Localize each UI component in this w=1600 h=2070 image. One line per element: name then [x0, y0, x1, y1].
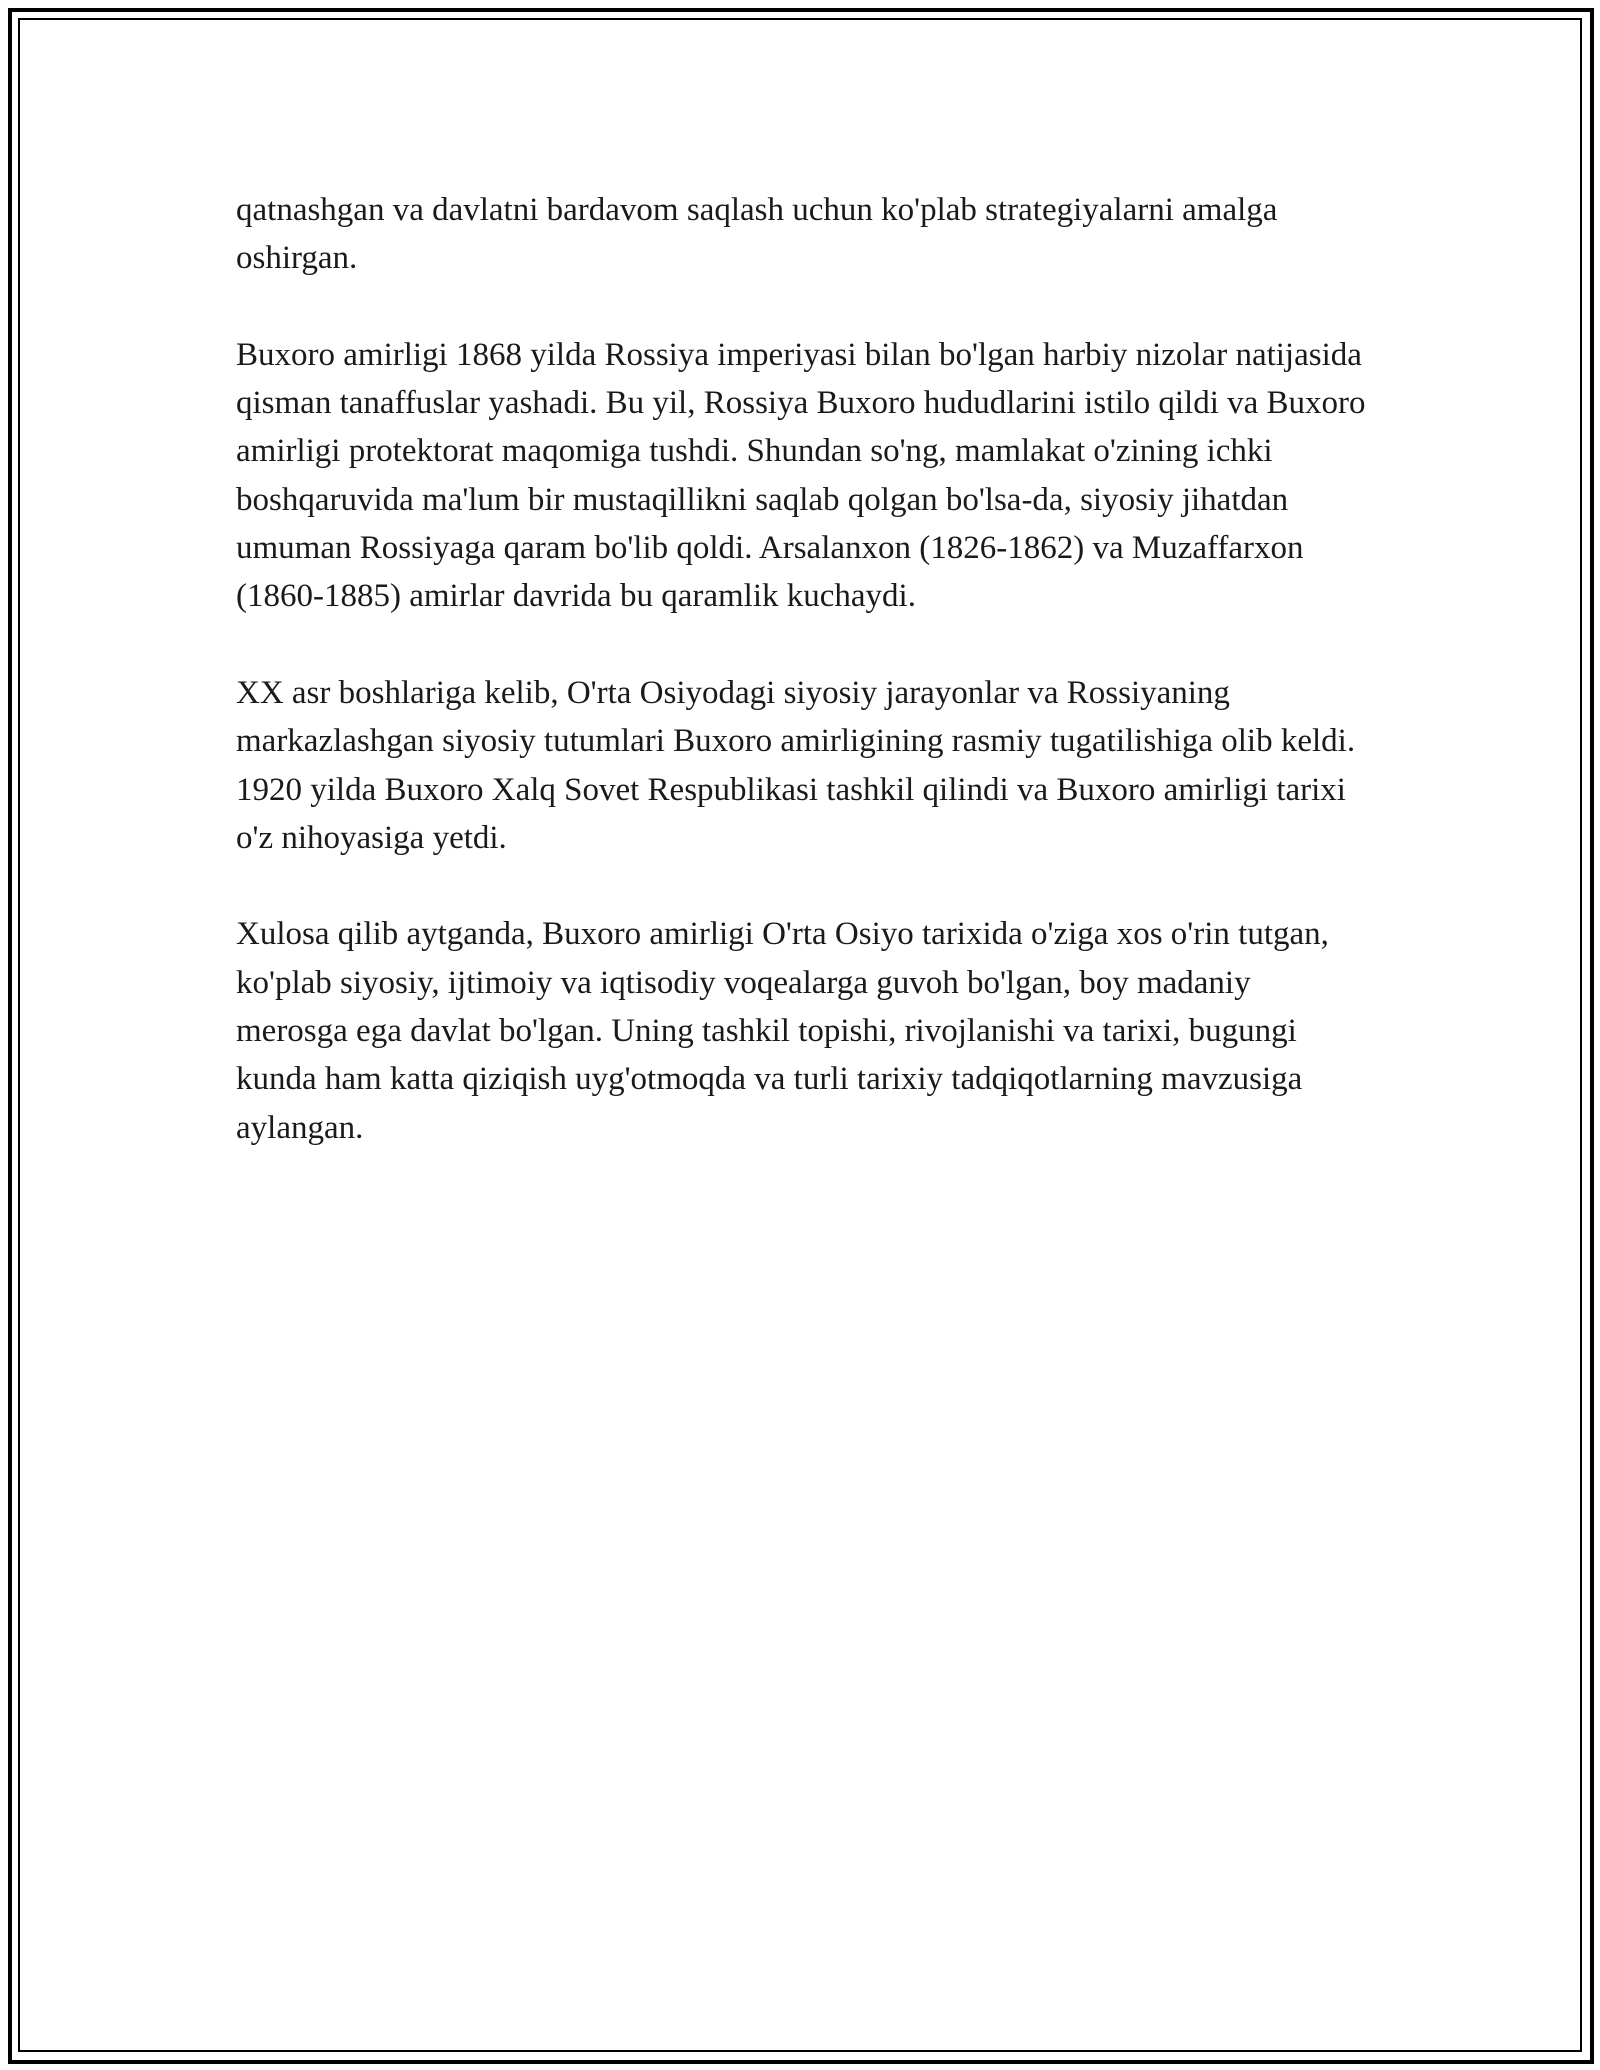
paragraph-1: qatnashgan va davlatni bardavom saqlash uchun ko'plab strategiyalarni amalga oshirgan. [236, 192, 1278, 277]
paragraph-3: XX asr boshlariga kelib, O'rta Osiyodagi siyosiy jarayonlar va Rossiyaning markazlashgan siyosiy tutumlari Buxoro amirligining rasmiy tugatilishiga olib keldi. 1920 yilda Buxoro Xalq Sovet Respublikasi tashkil qilindi va Buxoro amirligi tarixi o'z nihoyasiga yetdi. [236, 674, 1356, 856]
paragraph-2: Buxoro amirligi 1868 yilda Rossiya imperiyasi bilan bo'lgan harbiy nizolar natijasida qisman tanaffuslar yashadi. Bu yil, Rossiya Buxoro hududlarini istilo qildi va Buxoro amirligi protektorat maqomiga tushdi. Shundan so'ng, mamlakat o'zining ichki boshqaruvida ma'lum bir mustaqillikni saqlab qolgan bo'lsa-da, siyosiy jihatdan umuman Rossiyaga qaram bo'lib qoldi. Arsalanxon (1826-1862) va Muzaffarxon (1860-1885) amirlar davrida bu qaramlik kuchaydi. [236, 336, 1366, 615]
document-body [236, 186, 1366, 1200]
paragraph-4: Xulosa qilib aytganda, Buxoro amirligi O'rta Osiyo tarixida o'ziga xos o'rin tutgan, ko'plab siyosiy, ijtimoiy va iqtisodiy voqealarga guvoh bo'lgan, boy madaniy merosga ega davlat bo'lgan. Uning tashkil topishi, rivojlanishi va tarixi, bugungi kunda ham katta qiziqish uyg'otmoqda va turli tarixiy tadqiqotlarning mavzusiga aylangan. [236, 916, 1329, 1146]
